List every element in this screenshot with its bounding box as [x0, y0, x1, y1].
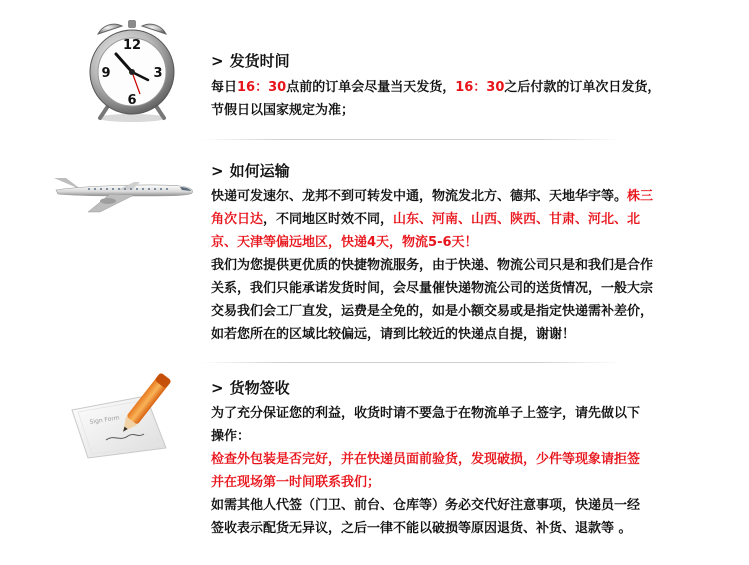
- text-line: 京、天津等偏远地区，快递4天，物流5-6天！: [211, 235, 478, 250]
- section-body: [211, 76, 731, 122]
- text-line: 节假日以国家规定为准；: [211, 103, 355, 118]
- section-receiving: [0, 370, 749, 565]
- text-line: 为了充分保证您的利益，收货时请不要急于在物流单子上签字，请先做以下: [211, 406, 641, 421]
- chevron-right-icon: >: [211, 52, 224, 70]
- text-line: 如若您所在的区域比较偏远，请到比较近的快递点自提，谢谢！: [211, 327, 576, 342]
- section-body: [211, 185, 731, 346]
- section-title: [211, 377, 290, 398]
- section-title: [211, 50, 290, 71]
- divider: [200, 139, 620, 140]
- text-line: 快递可发速尔、龙邦不到可转发中通，物流发北方、德邦、天地华宇等。株三: [211, 189, 654, 204]
- text-line: 角次日达，不同地区时效不同，山东、河南、山西、陕西、甘肃、河北、北: [211, 212, 641, 227]
- text-line: 并在现场第一时间联系我们；: [211, 475, 381, 490]
- paper-label: Sign Form: [89, 414, 121, 426]
- section-shipping-time: [0, 0, 749, 140]
- text-line: 检查外包装是否完好，并在快递员面前验货，发现破损，少件等现象请拒签: [211, 452, 641, 467]
- divider: [200, 362, 620, 363]
- text-line: 每日16：30点前的订单会尽量当天发货，16：30之后付款的订单次日发货，: [211, 80, 661, 95]
- signature-pen-icon: [66, 370, 184, 460]
- section-body: [211, 402, 731, 540]
- section-title-text: 发货时间: [229, 52, 290, 70]
- alarm-clock-icon: [78, 14, 186, 124]
- svg-text:12: 12: [122, 38, 142, 53]
- text-line: 关系，我们只能承诺发货时间，会尽量催快递物流公司的送货情况，一般大宗: [211, 281, 654, 296]
- chevron-right-icon: >: [211, 379, 224, 397]
- text-line: 我们为您提供更优质的快捷物流服务，由于快递、物流公司只是和我们是合作: [211, 258, 654, 273]
- section-shipping-method: [0, 150, 749, 360]
- text-line: 签收表示配货无异议，之后一律不能以破损等原因退货、补货、退款等 。: [211, 521, 632, 536]
- svg-text:6: 6: [127, 93, 137, 108]
- section-title-text: 货物签收: [229, 379, 290, 397]
- text-line: 如需其他人代签（门卫、前台、仓库等）务必交代好注意事项，快递员一经: [211, 498, 641, 513]
- text-line: 交易我们会工厂直发，运费是全免的，如是小额交易或是指定快递需补差价，: [211, 304, 654, 319]
- svg-text:3: 3: [153, 66, 163, 81]
- text-line: 操作：: [211, 429, 251, 444]
- chevron-right-icon: >: [211, 162, 224, 180]
- section-title-text: 如何运输: [229, 162, 290, 180]
- svg-text:9: 9: [101, 66, 111, 81]
- airplane-icon: [48, 168, 196, 218]
- section-title: [211, 160, 290, 181]
